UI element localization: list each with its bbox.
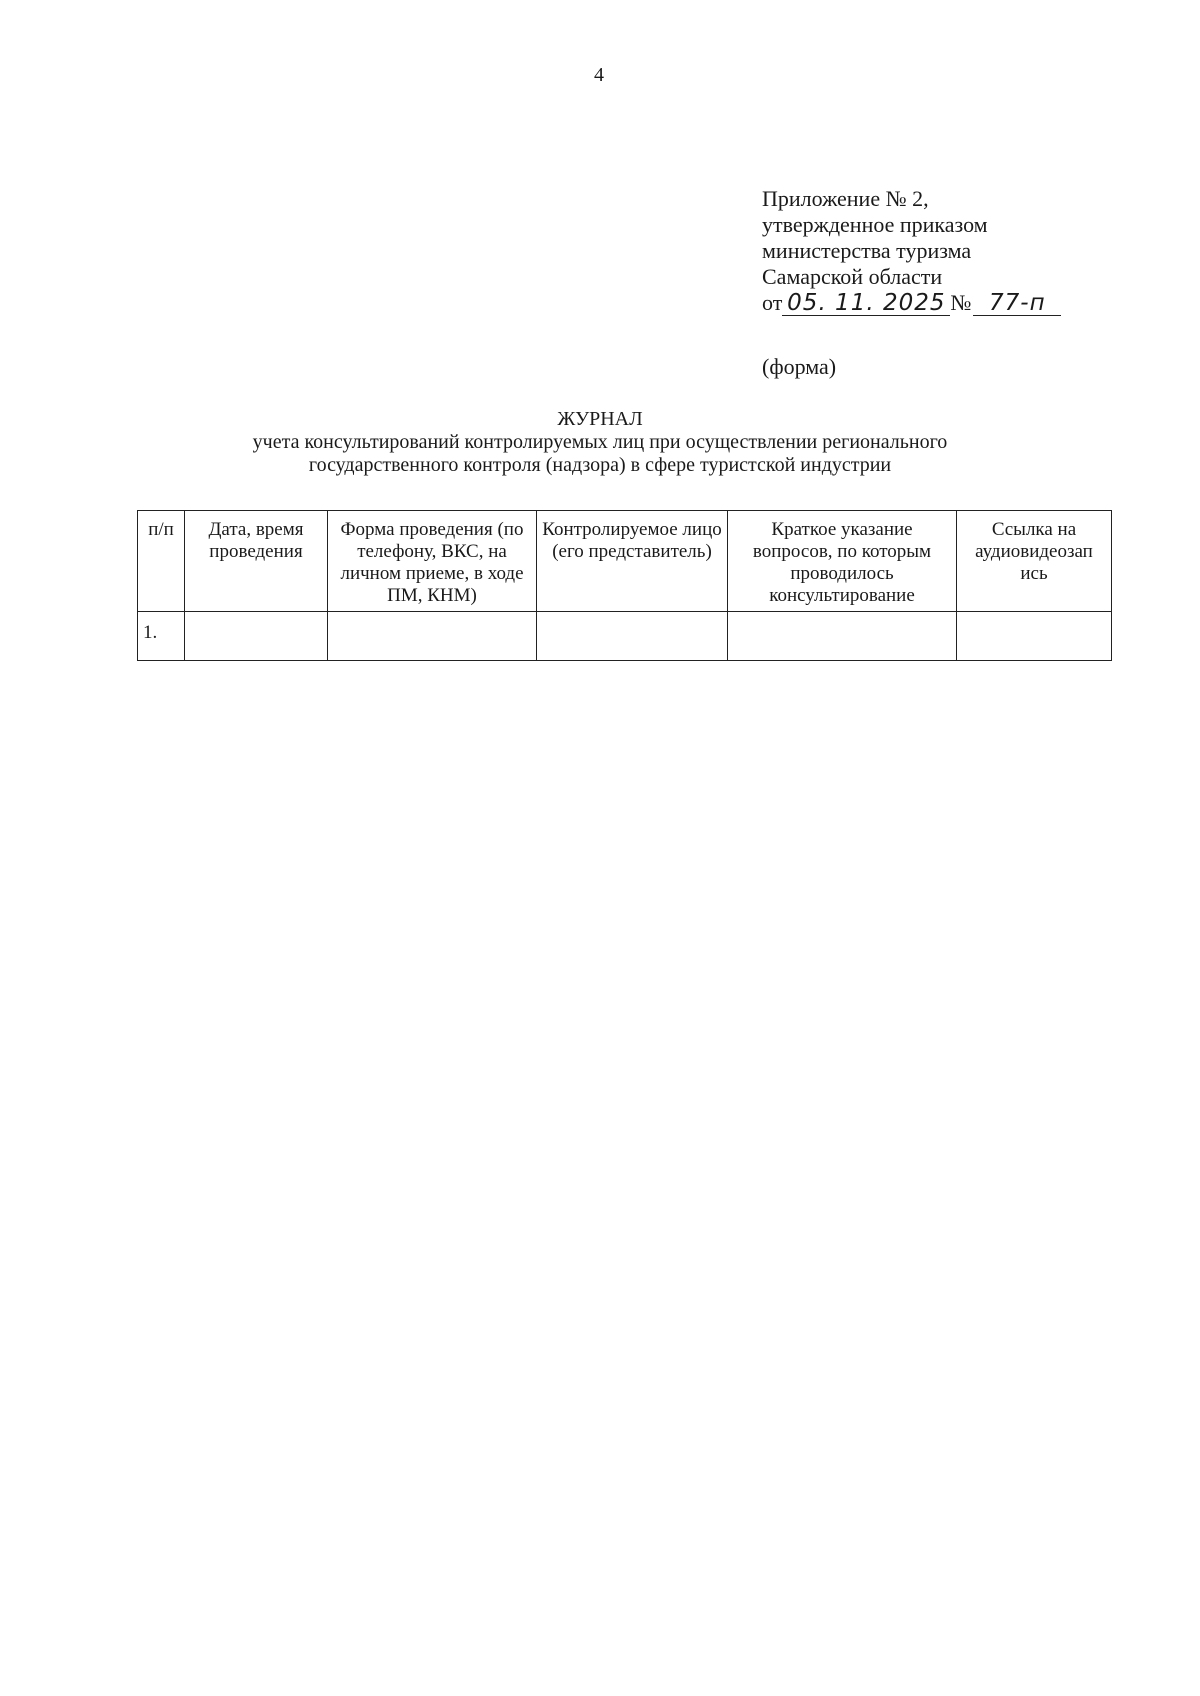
journal-heading	[120, 408, 1080, 477]
header-questions: Краткое указание вопросов, по которым проводилось консультирование	[728, 511, 957, 612]
cell-controlled-person	[537, 612, 728, 661]
appendix-line-3: министерства туризма	[762, 238, 972, 263]
header-recording-link: Ссылка на аудиовидеозап ись	[957, 511, 1112, 612]
consultation-journal-table	[137, 510, 1112, 661]
appendix-line-2: утвержденное приказом	[762, 212, 988, 237]
journal-subtitle-line-2: государственного контроля (надзора) в сфере туристской индустрии	[308, 454, 892, 476]
cell-recording-link	[957, 612, 1112, 661]
header-form: Форма проведения (по телефону, ВКС, на личном приеме, в ходе ПМ, КНМ)	[328, 511, 537, 612]
cell-questions	[728, 612, 957, 661]
handwritten-date: 05. 11. 2025	[782, 291, 950, 316]
appendix-block	[762, 186, 1061, 316]
header-datetime: Дата, время проведения	[185, 511, 328, 612]
order-date-number-line	[762, 290, 1061, 316]
table-row	[138, 612, 1112, 661]
journal-title: ЖУРНАЛ	[557, 408, 643, 430]
handwritten-order-number: 77-п	[973, 291, 1061, 316]
cell-number: 1.	[138, 612, 185, 661]
cell-form	[328, 612, 537, 661]
form-label: (форма)	[762, 354, 837, 379]
appendix-line-1: Приложение № 2,	[762, 186, 929, 211]
page-number: 4	[594, 64, 604, 86]
number-sign: №	[950, 290, 972, 315]
header-number: п/п	[138, 511, 185, 612]
cell-datetime	[185, 612, 328, 661]
appendix-line-4: Самарской области	[762, 264, 943, 289]
from-label: от	[762, 290, 783, 315]
journal-subtitle-line-1: учета консультирований контролируемых лиц при осуществлении регионального	[252, 431, 948, 453]
header-controlled-person: Контролируемое лицо (его представитель)	[537, 511, 728, 612]
table-header-row	[138, 511, 1112, 612]
